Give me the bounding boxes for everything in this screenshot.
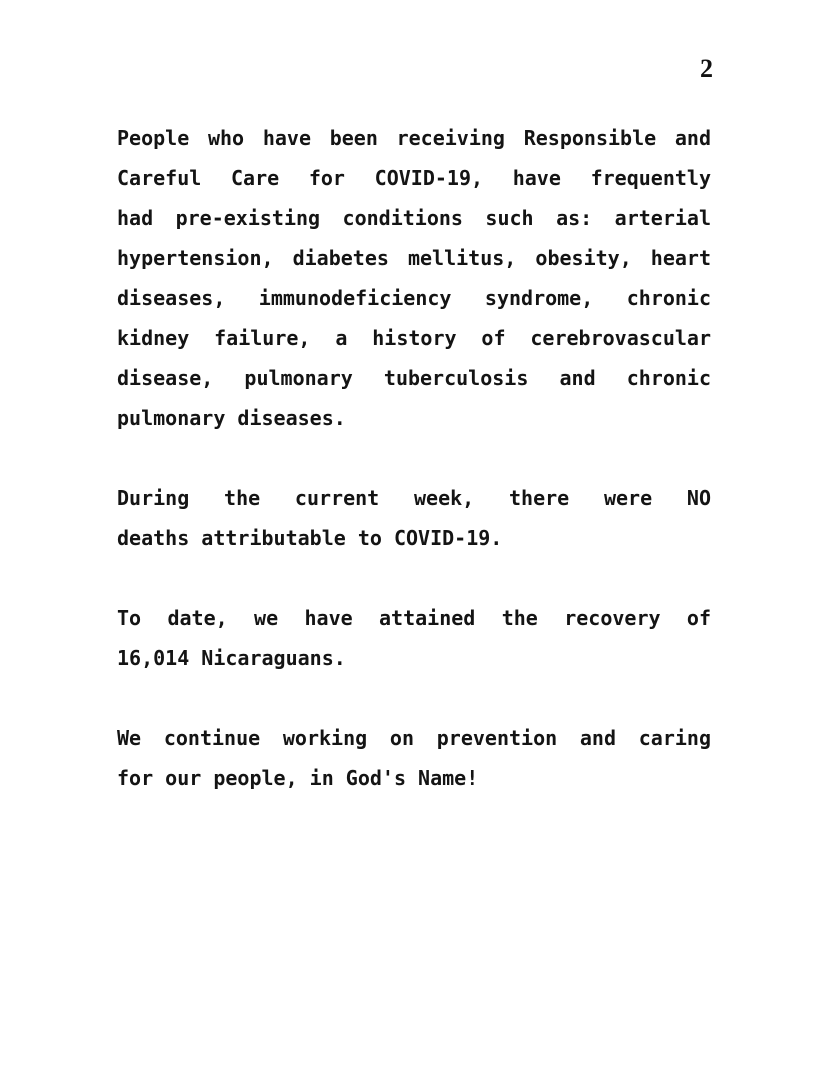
text-line: Careful Care for COVID-19, have frequently [117,166,711,190]
paragraph-no-deaths [117,478,711,558]
text-line: People who have been receiving Responsible and [117,126,711,150]
text-line: deaths attributable to COVID-19. [117,526,503,550]
text-line: disease, pulmonary tuberculosis and chronic [117,366,711,390]
text-line: During the current week, there were NO [117,486,711,510]
paragraph-preexisting-conditions [117,118,711,438]
page-number: 2 [700,54,713,83]
text-line: diseases, immunodeficiency syndrome, chronic [117,286,711,310]
paragraph-recoveries [117,598,711,678]
text-line: To date, we have attained the recovery of [117,606,711,630]
text-line: had pre-existing conditions such as: arterial [117,206,711,230]
document-body [117,118,711,838]
paragraph-closing [117,718,711,798]
text-line: hypertension, diabetes mellitus, obesity, heart [117,246,711,270]
text-line: kidney failure, a history of cerebrovascular [117,326,711,350]
text-line: for our people, in God's Name! [117,766,479,790]
text-line: 16,014 Nicaraguans. [117,646,346,670]
text-line: pulmonary diseases. [117,406,346,430]
text-line: We continue working on prevention and caring [117,726,711,750]
